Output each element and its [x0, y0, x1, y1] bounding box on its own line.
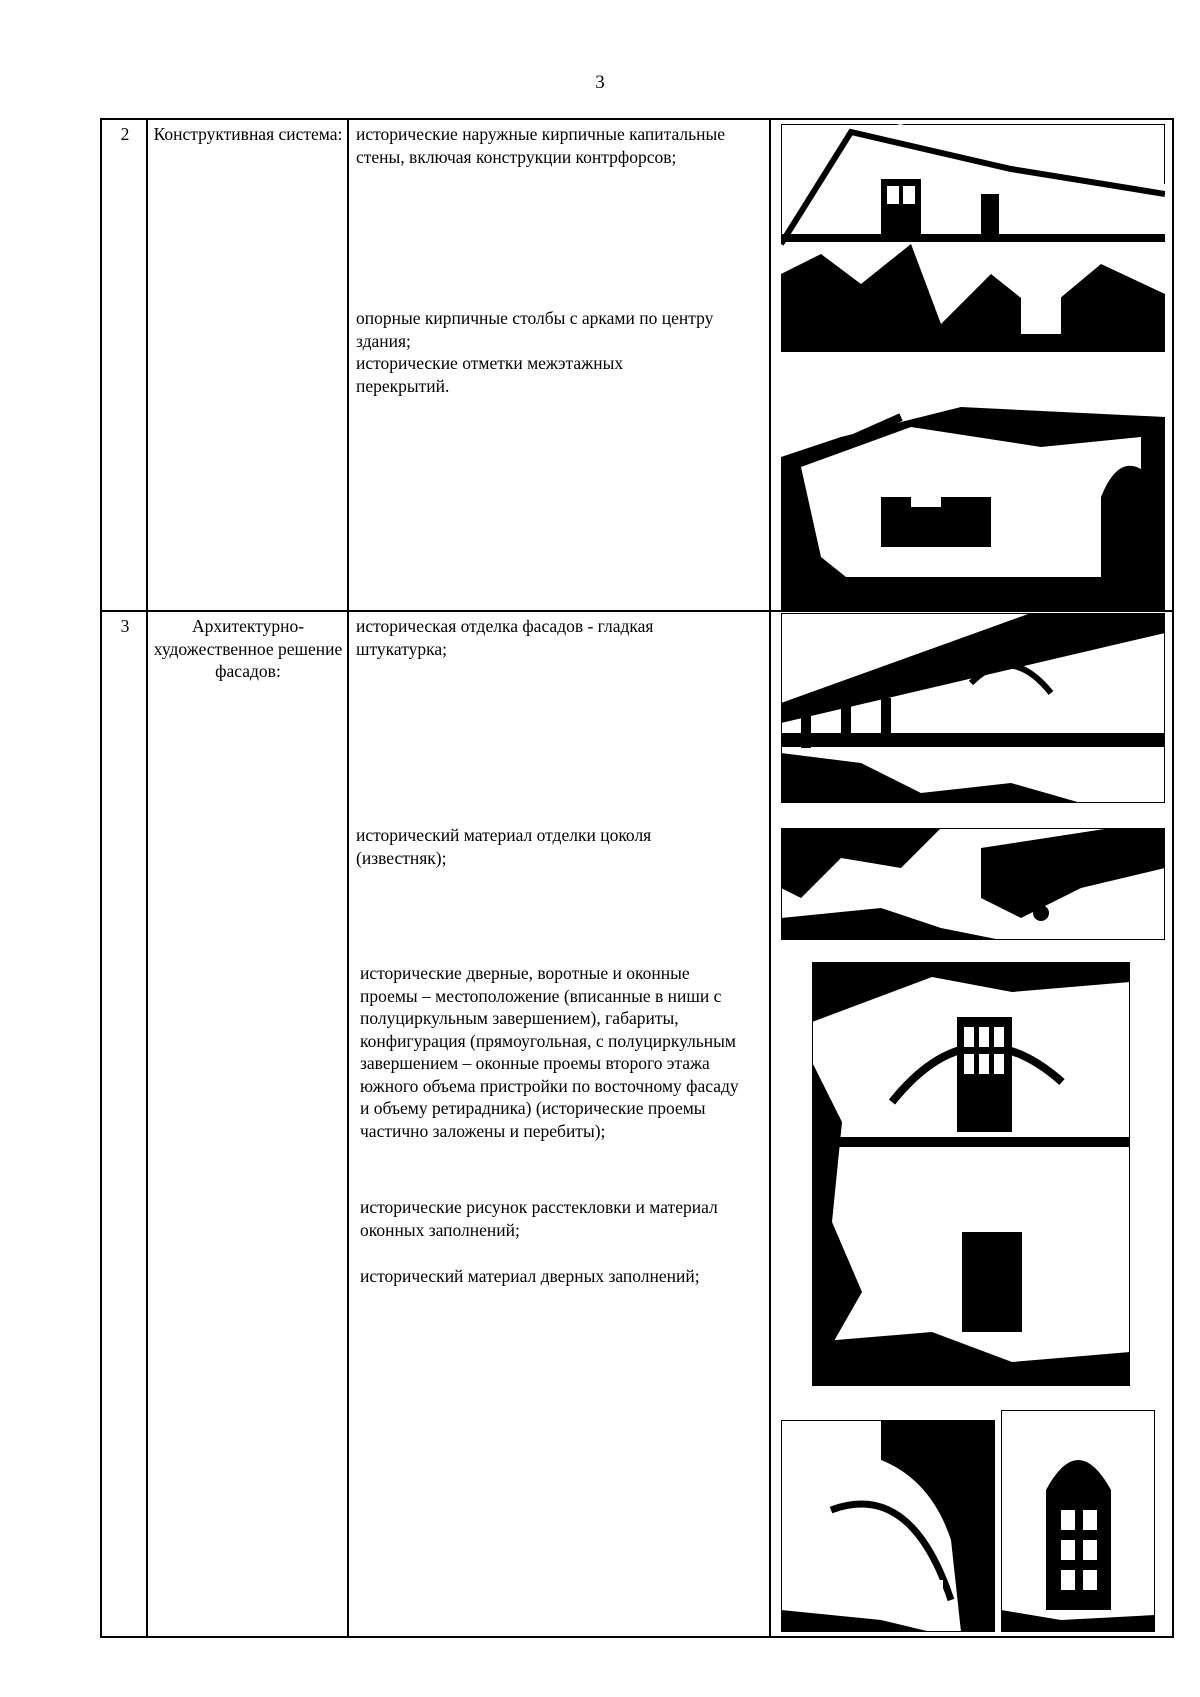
row-name: Конструктивная система: [153, 124, 343, 144]
facade-exterior-photo [781, 124, 1165, 352]
arched-window-photo [1001, 1410, 1155, 1632]
row-number: 3 [120, 616, 130, 636]
row-number: 2 [120, 124, 130, 144]
interior-arches-photo [781, 377, 1165, 610]
row-item: исторические рисунок расстекловки и материал оконных заполнений; [360, 1197, 718, 1240]
row-item: исторический материал отделки цоколя (известняк); [356, 825, 652, 868]
row-item: исторический материал дверных заполнений; [360, 1266, 700, 1286]
row-item: исторические отметки межэтажных перекрытий. [356, 353, 624, 396]
row-item: опорные кирпичные столбы с арками по центру здания; [356, 308, 714, 351]
row-item: историческая отделка фасадов - гладкая штукатурка; [356, 616, 654, 659]
limestone-plinth-photo [781, 828, 1165, 940]
page-number: 3 [595, 72, 605, 93]
arch-niche-photo [781, 1420, 995, 1632]
window-openings-photo [812, 962, 1130, 1386]
row-item: исторические дверные, воротные и оконные проемы – местоположение (вписанные в ниши с полуциркульным завершением), габариты, конфигурация (прямоугольная, с полуциркульным завершением – оконные проемы второго этажа южного объема пристройки по восточному фасаду и объему ретирадника) (исторические проемы частично заложены и перебиты); [360, 963, 739, 1141]
row-name: Архитектурно-художественное решение фасадов: [153, 616, 343, 681]
row-item: исторические наружные кирпичные капитальные стены, включая конструкции контрфорсов; [356, 124, 726, 167]
plaster-facade-photo [781, 613, 1165, 803]
